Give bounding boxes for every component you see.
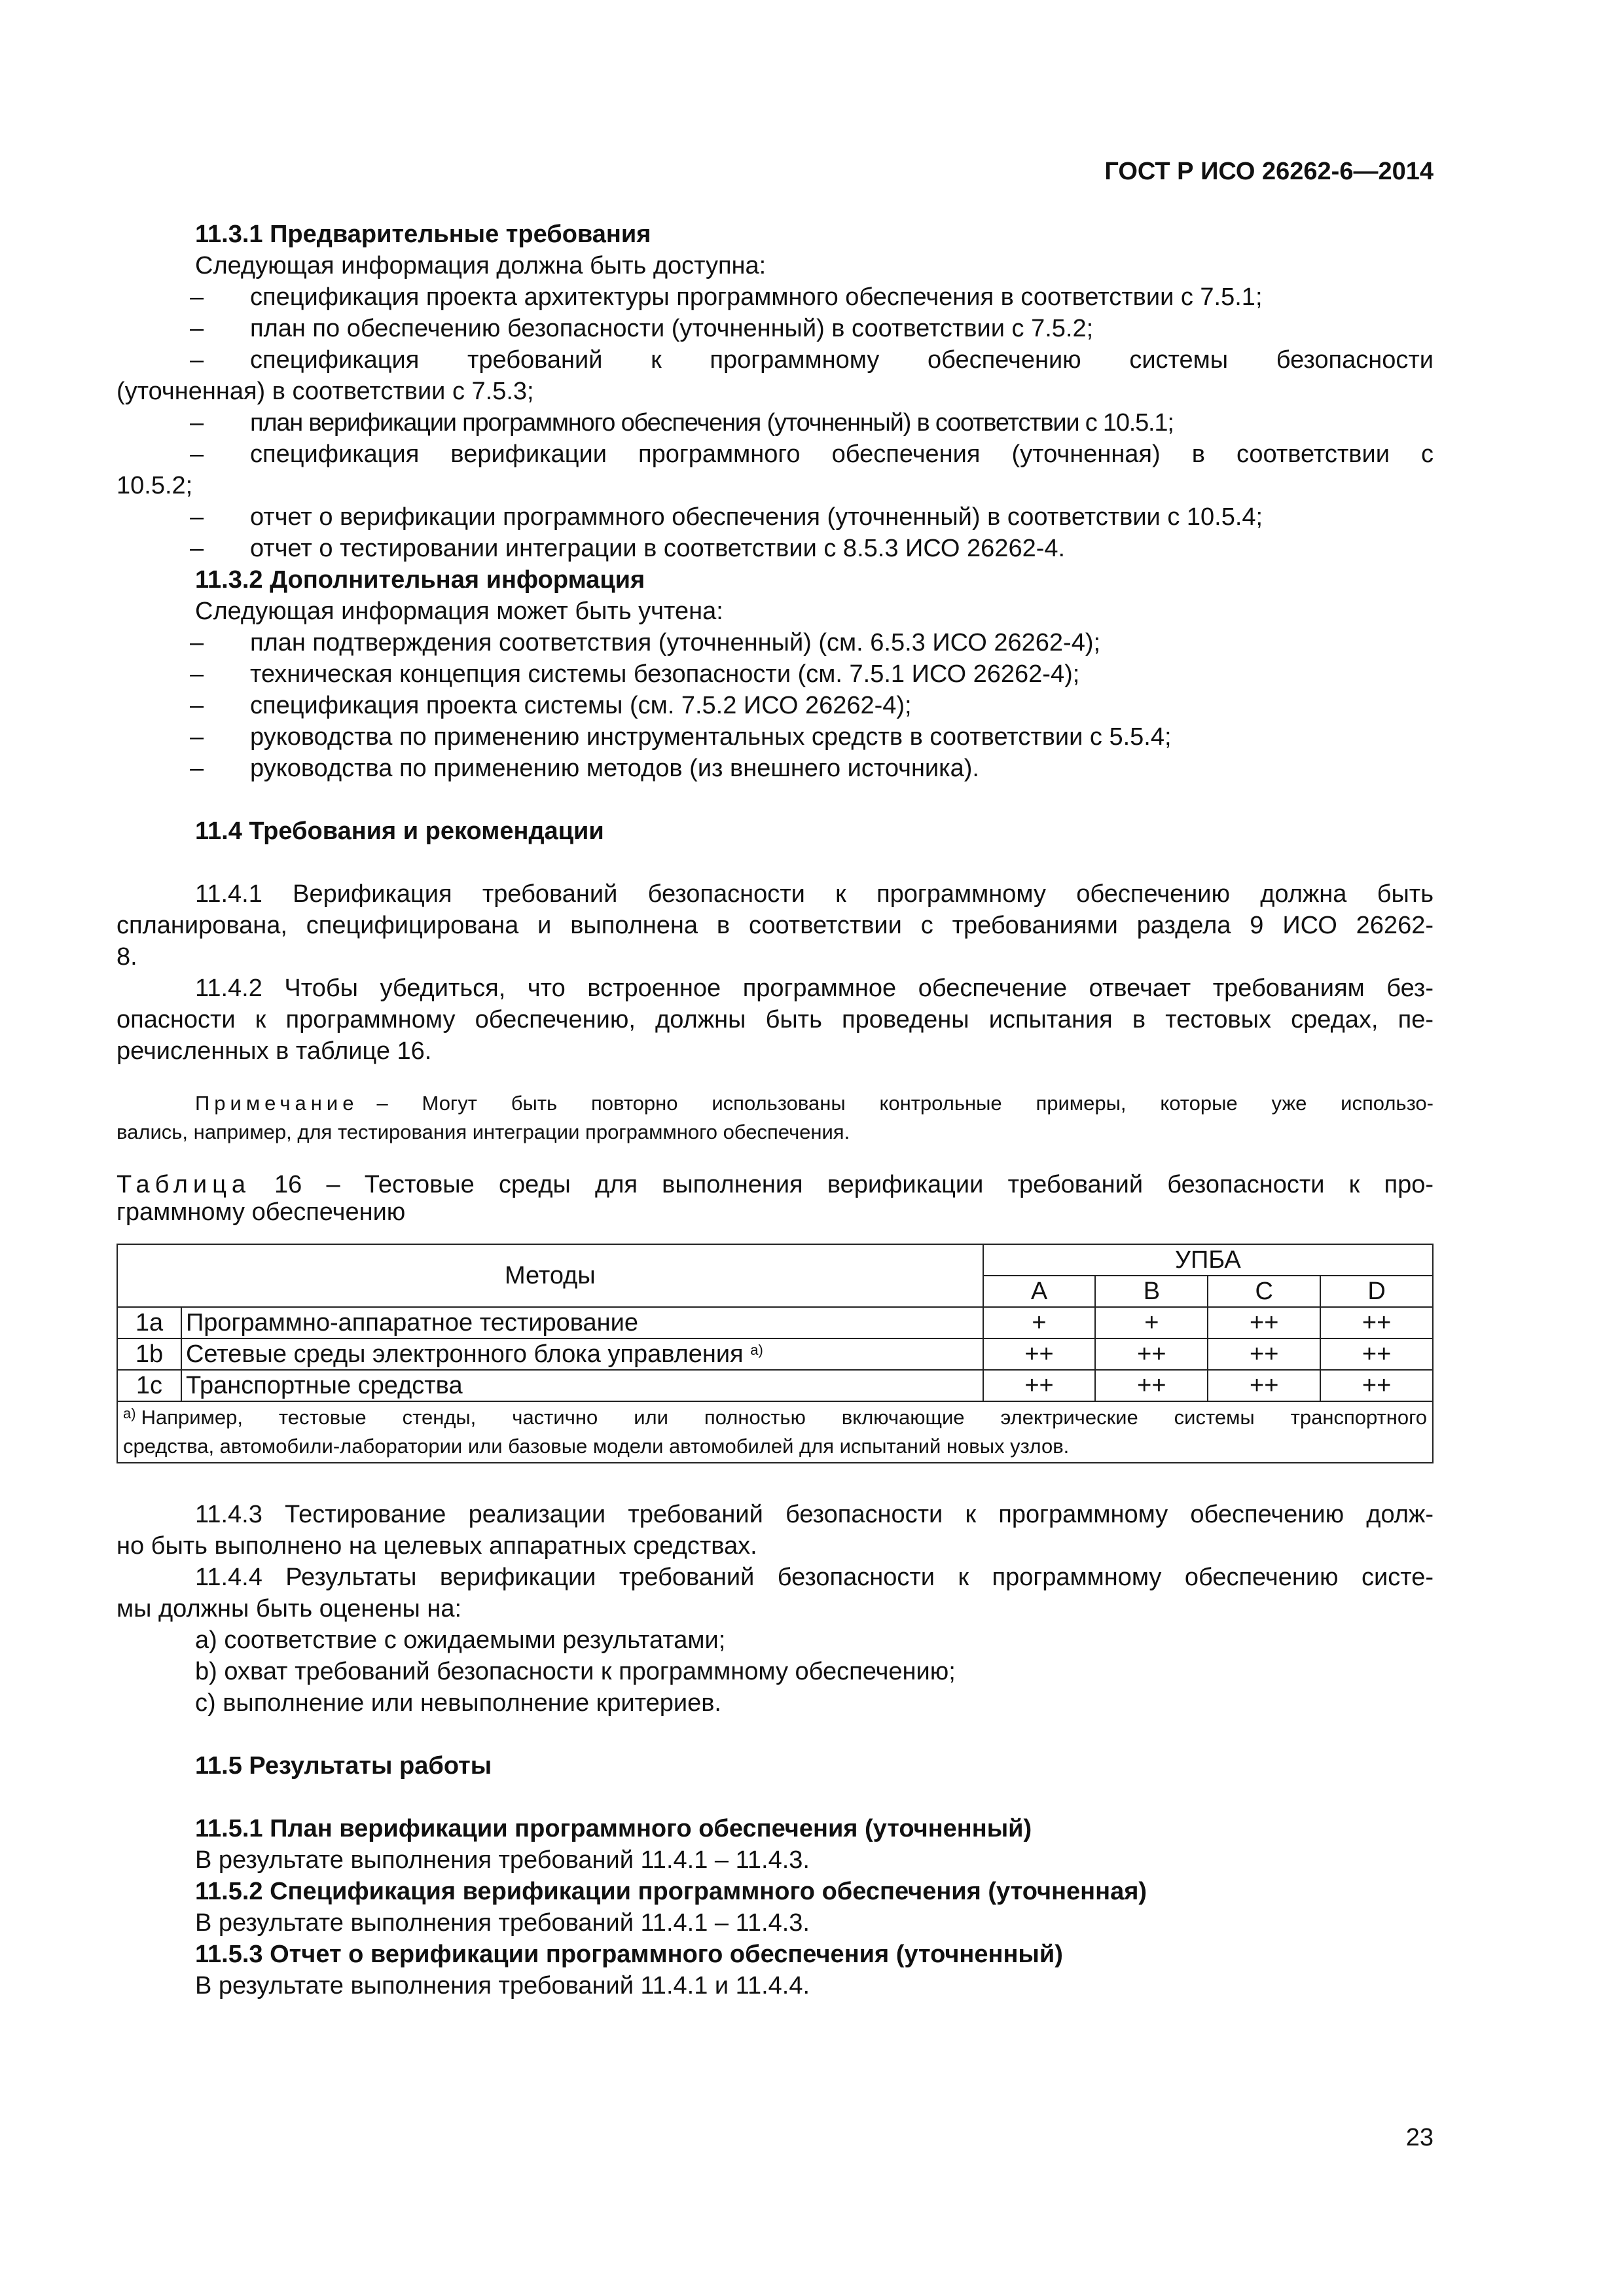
section-11-3-1-heading: 11.3.1 Предварительные требования [195, 221, 651, 248]
dash-marker: – [190, 629, 204, 656]
row-value: ++ [1208, 1307, 1320, 1338]
table-header-row [117, 1244, 1433, 1276]
table-row [117, 1338, 1433, 1370]
row-value: ++ [1095, 1370, 1208, 1401]
dash-marker: – [190, 723, 204, 751]
table-16 [117, 1244, 1434, 1463]
row-method [181, 1307, 983, 1338]
paragraph-11-4-1: 11.4.1 Верификация требований безопасности к программному обеспечению должна быть [195, 880, 1434, 908]
list-item: спецификация требований к программному обеспечению системы безопасности [250, 346, 1434, 374]
dash-marker: – [190, 409, 204, 437]
paragraph-11-4-3: но быть выполнено на целевых аппаратных средствах. [117, 1532, 757, 1560]
note-label: Примечание [195, 1092, 359, 1115]
method-name: Сетевые среды электронного блока управления [185, 1340, 744, 1368]
methods-header: Методы [117, 1244, 983, 1307]
list-item: отчет о тестировании интеграции в соответствии с 8.5.3 ИСО 26262-4. [250, 535, 1066, 562]
list-item: спецификация проекта системы (см. 7.5.2 ИСО 26262-4); [250, 692, 912, 719]
list-item: план по обеспечению безопасности (уточненный) в соответствии с 7.5.2; [250, 315, 1094, 342]
paragraph-11-4-4: мы должны быть оценены на: [117, 1595, 462, 1623]
table-row [117, 1307, 1433, 1338]
row-method [181, 1370, 983, 1401]
row-value: ++ [1320, 1370, 1433, 1401]
method-name: Программно-аппаратное тестирование [185, 1309, 638, 1336]
row-value: ++ [983, 1370, 1096, 1401]
dash-marker: – [190, 283, 204, 311]
dash-marker: – [190, 755, 204, 782]
table-footnote-row [117, 1401, 1433, 1463]
dash-marker: – [190, 315, 204, 342]
note-text: вались, например, для тестирования интеграции программного обеспечения. [117, 1121, 850, 1143]
section-11-3-2-heading: 11.3.2 Дополнительная информация [195, 566, 645, 594]
table-caption [117, 1169, 1434, 1200]
row-value: ++ [1320, 1307, 1433, 1338]
list-item: спецификация верификации программного обеспечения (уточненная) в соответствии с [250, 440, 1434, 468]
list-item: руководства по применению методов (из внешнего источника). [250, 755, 979, 782]
method-name: Транспортные средства [185, 1372, 463, 1399]
list-item-continuation: (уточненная) в соответствии с 7.5.3; [117, 378, 534, 405]
paragraph-11-4-4: 11.4.4 Результаты верификации требований безопасности к программному обеспечению систе- [195, 1564, 1434, 1591]
section-11-5-2-text: В результате выполнения требований 11.4.1 – 11.4.3. [195, 1909, 810, 1937]
list-item: b) охват требований безопасности к программному обеспечению; [195, 1658, 956, 1685]
table-caption-label: Таблица [117, 1171, 251, 1198]
paragraph-11-4-2: опасности к программному обеспечению, должны быть проведены испытания в тестовых средах, пе- [117, 1006, 1434, 1033]
list-item: спецификация проекта архитектуры программного обеспечения в соответствии с 7.5.1; [250, 283, 1263, 311]
table-caption-text: 16 – Тестовые среды для выполнения верификации требований безопасности к про- [274, 1171, 1434, 1198]
table-row [117, 1370, 1433, 1401]
paragraph-11-4-3: 11.4.3 Тестирование реализации требований безопасности к программному обеспечению долж- [195, 1501, 1434, 1528]
dash-marker: – [190, 440, 204, 468]
dash-marker: – [190, 346, 204, 374]
note [195, 1089, 1434, 1118]
paragraph-11-4-2: 11.4.2 Чтобы убедиться, что встроенное программное обеспечение отвечает требованиям без- [195, 975, 1434, 1002]
table-caption-text: граммному обеспечению [117, 1198, 406, 1226]
level-header: B [1095, 1276, 1208, 1307]
row-value: ++ [983, 1338, 1096, 1370]
footnote-text: Например, тестовые стенды, частично или полностью включающие электрические системы транспортного [141, 1406, 1427, 1429]
section-11-4-heading: 11.4 Требования и рекомендации [195, 817, 604, 845]
section-11-5-heading: 11.5 Результаты работы [195, 1752, 492, 1780]
row-id: 1c [117, 1370, 181, 1401]
level-header: C [1208, 1276, 1320, 1307]
section-11-3-1-intro: Следующая информация должна быть доступна: [195, 252, 767, 279]
list-item: a) соответствие с ожидаемыми результатами; [195, 1626, 726, 1654]
list-item-continuation: 10.5.2; [117, 472, 193, 499]
list-item: руководства по применению инструментальных средств в соответствии с 5.5.4; [250, 723, 1172, 751]
section-11-5-3-heading: 11.5.3 Отчет о верификации программного обеспечения (уточненный) [195, 1941, 1063, 1968]
row-method [181, 1338, 983, 1370]
section-11-5-2-heading: 11.5.2 Спецификация верификации программного обеспечения (уточненная) [195, 1878, 1147, 1905]
section-11-5-1-heading: 11.5.1 План верификации программного обеспечения (уточненный) [195, 1815, 1032, 1842]
row-id: 1a [117, 1307, 181, 1338]
row-id: 1b [117, 1338, 181, 1370]
document-id: ГОСТ Р ИСО 26262-6—2014 [1104, 158, 1434, 185]
row-value: ++ [1320, 1338, 1433, 1370]
footnote-mark: a) [123, 1405, 136, 1422]
row-value: + [1095, 1307, 1208, 1338]
row-value: ++ [1095, 1338, 1208, 1370]
table-footnote [117, 1401, 1433, 1463]
list-item: техническая концепция системы безопасности (см. 7.5.1 ИСО 26262-4); [250, 660, 1080, 688]
dash-marker: – [190, 660, 204, 688]
row-value: ++ [1208, 1370, 1320, 1401]
page-number: 23 [1405, 2124, 1434, 2151]
paragraph-11-4-2: речисленных в таблице 16. [117, 1037, 432, 1065]
list-item: c) выполнение или невыполнение критериев. [195, 1689, 721, 1717]
section-11-5-3-text: В результате выполнения требований 11.4.1 и 11.4.4. [195, 1972, 810, 2000]
paragraph-11-4-1: спланирована, специфицирована и выполнена в соответствии с требованиями раздела 9 ИСО 26262- [117, 912, 1434, 939]
level-header: A [983, 1276, 1096, 1307]
upba-header: УПБА [983, 1244, 1433, 1276]
list-item: план подтверждения соответствия (уточненный) (см. 6.5.3 ИСО 26262-4); [250, 629, 1101, 656]
footnote-ref: a) [750, 1342, 763, 1358]
section-11-3-2-intro: Следующая информация может быть учтена: [195, 598, 723, 625]
level-header: D [1320, 1276, 1433, 1307]
list-item: отчет о верификации программного обеспечения (уточненный) в соответствии с 10.5.4; [250, 503, 1263, 531]
list-item: план верификации программного обеспечения (уточненный) в соответствии с 10.5.1; [250, 409, 1174, 437]
note-text: – Могут быть повторно использованы контрольные примеры, которые уже использо- [376, 1092, 1434, 1115]
dash-marker: – [190, 535, 204, 562]
section-11-5-1-text: В результате выполнения требований 11.4.1 – 11.4.3. [195, 1846, 810, 1874]
dash-marker: – [190, 503, 204, 531]
row-value: ++ [1208, 1338, 1320, 1370]
row-value: + [983, 1307, 1096, 1338]
footnote-text: средства, автомобили-лаборатории или базовые модели автомобилей для испытаний новых узлов. [123, 1435, 1070, 1458]
paragraph-11-4-1: 8. [117, 943, 137, 971]
dash-marker: – [190, 692, 204, 719]
